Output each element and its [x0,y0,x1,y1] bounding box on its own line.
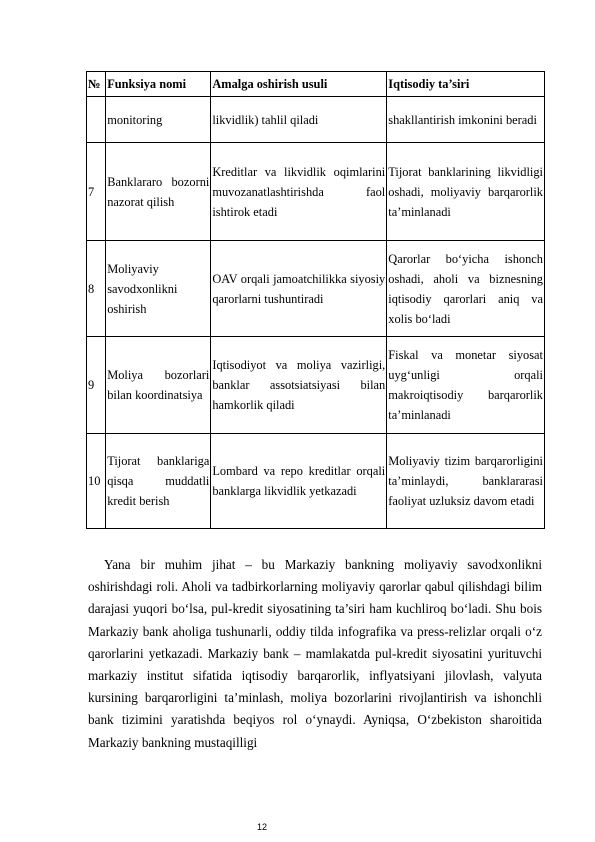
header-number: № [87,72,106,97]
cell-function: Moliyaviy savodxonlikni oshirish [106,241,211,337]
cell-method: Lombard va repo kreditlar orqali banklarga likvidlik yetkazadi [211,434,387,529]
table-row [87,434,545,529]
header-function-name: Funksiya nomi [106,72,211,97]
cell-function: Moliya bozorlari bilan koordinatsiya [106,337,211,434]
cell-function: Banklararo bozorni nazorat qilish [106,143,211,241]
cell-effect: Moliyaviy tizim barqarorligini ta’minlaydi, banklararasi faoliyat uzluksiz davom etadi [387,434,545,529]
cell-effect: Tijorat banklarining likvidligi oshadi, moliyaviy barqarorlik ta’minlanadi [387,143,545,241]
cell-number: 10 [87,434,106,529]
cell-method: likvidlik) tahlil qiladi [211,97,387,143]
table-row [87,143,545,241]
cell-method: Iqtisodiyot va moliya vazirligi, banklar assotsiatsiyasi bilan hamkorlik qiladi [211,337,387,434]
header-economic-effect: Iqtisodiy ta’siri [387,72,545,97]
body-paragraph: Yana bir muhim jihat – bu Markaziy bankning moliyaviy savodxonlikni oshirishdagi roli. Aholi va tadbirkorlarning moliyaviy qarorlar qabul qilishdagi bilim darajasi yuqori bo‘lsa, pul-kredit siyosatining ta’siri ham kuchliroq bo‘ladi. Shu bois Markaziy bank aholiga tushunarli, oddiy tilda infografika va press-relizlar orqali o‘z qarorlarini yetkazadi. Markaziy bank – mamlakatda pul-kredit siyosatini yurituvchi markaziy institut sifatida iqtisodiy barqarorlik, inflyatsiyani jilovlash, valyuta kursining barqarorligini ta’minlash, moliya bozorlarini rivojlantirish va ishonchli bank tizimini yaratishda beqiyos rol o‘ynaydi. Ayniqsa, O‘zbekiston sharoitida Markaziy bankning mustaqilligi [88,557,542,750]
cell-function: Tijorat banklariga qisqa muddatli kredit berish [106,434,211,529]
cell-effect: shakllantirish imkonini beradi [387,97,545,143]
cell-effect: Fiskal va monetar siyosat uyg‘unligi orqali makroiqtisodiy barqarorlik ta’minlanadi [387,337,545,434]
page-number: 12 [257,822,268,832]
cell-number: 7 [87,143,106,241]
cell-function: monitoring [106,97,211,143]
cell-method: OAV orqali jamoatchilikka siyosiy qarorlarni tushuntiradi [211,241,387,337]
table-header-row [87,72,545,97]
cell-number [87,97,106,143]
table-row [87,337,545,434]
cell-number: 8 [87,241,106,337]
cell-effect: Qarorlar bo‘yicha ishonch oshadi, aholi va biznesning iqtisodiy qarorlari aniq va xolis bo‘ladi [387,241,545,337]
table-row [87,97,545,143]
cell-method: Kreditlar va likvidlik oqimlarini muvozanatlashtirishda faol ishtirok etadi [211,143,387,241]
header-method: Amalga oshirish usuli [211,72,387,97]
table-row [87,241,545,337]
functions-table [86,71,545,529]
cell-number: 9 [87,337,106,434]
